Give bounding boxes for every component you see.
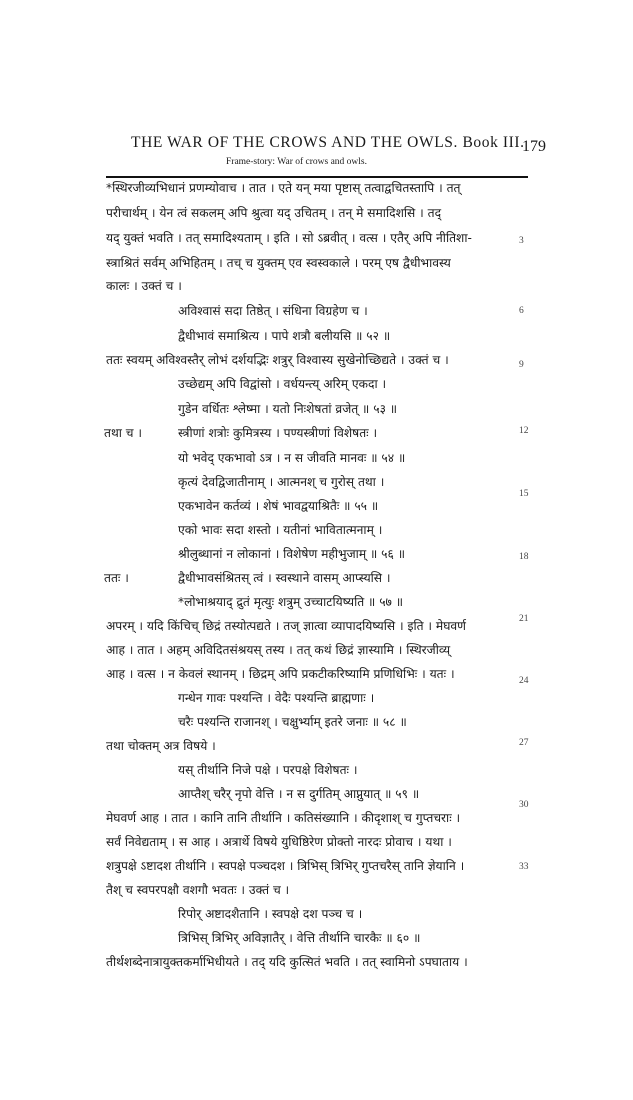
verse-line: चरैः पश्यन्ति राजानश् । चक्षुर्भ्याम् इतरे जनाः ॥ ५८ ॥ [178,715,407,729]
text-line: यद् युक्तं भवति । तत् समादिश्यताम् । इति । सो ऽब्रवीत् । वत्स । एतैर् अपि नीतिशा- [106,231,472,245]
verse-line: *लोभाश्रयाद् द्रुतं मृत्युः शत्रुम् उच्चाटयिष्यति ॥ ५७ ॥ [178,595,404,609]
margin-line-number: 12 [519,426,529,436]
verse-line: गन्धेन गावः पश्यन्ति । वेदैः पश्यन्ति ब्राह्मणाः । [178,691,375,705]
verse-line: उच्छेद्यम् अपि विद्वांसो । वर्धयन्त्य् अरिम् एकदा । [178,377,387,391]
text-line: आह । तात । अहम् अविदितसंश्रयस् तस्य । तत् कथं छिद्रं ज्ञास्यामि । स्थिरजीव्य् [106,643,451,657]
verse-line: यस् तीर्थानि निजे पक्षे । परपक्षे विशेषतः । [178,763,358,777]
running-head-subtitle: Frame-story: War of crows and owls. [226,157,368,167]
verse-intro-label: तथा च । [104,426,142,440]
header-rule [106,176,528,178]
page-number: 179 [522,138,546,155]
margin-line-number: 6 [519,306,524,316]
text-line: *स्थिरजीव्यभिधानं प्रणम्योवाच । तात । एते यन् मया पृष्टास् तत्वाद्वचितस्तापि । तत् [106,181,461,195]
text-line: मेघवर्ण आह । तात । कानि तानि तीर्थानि । कतिसंख्यानि । कीदृशाश् च गुप्तचराः । [106,811,461,825]
verse-line: स्त्रीणां शत्रोः कुमित्रस्य । पण्यस्त्रीणां विशेषतः । [178,426,378,440]
margin-line-number: 24 [519,676,529,686]
verse-line: एको भावः सदा शस्तो । यतीनां भावितात्मनाम् । [178,523,383,537]
verse-line: द्वैधीभावं समाश्रित्य । पापे शत्रौ बलीयसि ॥ ५२ ॥ [178,329,391,343]
verse-line: त्रिभिस् त्रिभिर् अविज्ञातैर् । वेत्ति तीर्थानि चारकैः ॥ ६० ॥ [178,931,421,945]
text-line: स्त्राश्रितं सर्वम् अभिहितम् । तच् च युक्तम् एव स्वस्वकाले । परम् एष द्वैधीभावस्य [106,256,451,270]
margin-line-number: 27 [519,738,529,748]
text-line: तैश् च स्वपरपक्षौ वशगौ भवतः । उक्तं च । [106,883,290,897]
text-line: परीचार्थम् । येन त्वं सकलम् अपि श्रुत्वा यद् उचितम् । तन् मे समादिशसि । तद् [106,206,442,220]
margin-line-number: 30 [519,800,529,810]
margin-line-number: 21 [519,614,529,624]
running-head-title: THE WAR OF THE CROWS AND THE OWLS. Book III. [131,134,525,151]
verse-intro-label: ततः । [104,571,129,585]
text-line: अपरम् । यदि किंचिच् छिद्रं तस्योत्पद्यते । तज् ज्ञात्वा व्यापादयिष्यसि । इति । मेघवर्ण [106,619,466,633]
margin-line-number: 9 [519,360,524,370]
text-line: सर्वं निवेद्यताम् । स आह । अत्रार्थे विषये युधिष्ठिरेण प्रोक्तो नारदः प्रोवाच । यथा । [106,835,452,849]
verse-line: रिपोर् अष्टादशैतानि । स्वपक्षे दश पञ्च च । [178,907,363,921]
verse-line: अविश्वासं सदा तिष्ठेत् । संधिना विग्रहेण च । [178,304,368,318]
verse-line: द्वैधीभावसंश्रितस् त्वं । स्वस्थाने वासम् आप्स्यसि । [178,571,391,585]
verse-line: यो भवेद् एकभावो ऽत्र । न स जीवति मानवः ॥ ५४ ॥ [178,451,406,465]
margin-line-number: 15 [519,489,529,499]
margin-line-number: 33 [519,862,529,872]
verse-line: कृत्यं देवद्विजातीनाम् । आत्मनश् च गुरोस् तथा । [178,475,385,489]
verse-line: एकभावेन कर्तव्यं । शेषं भावद्वयाश्रितैः ॥ ५५ ॥ [178,499,379,513]
margin-line-number: 18 [519,552,529,562]
text-line: आह । वत्स । न केवलं स्थानम् । छिद्रम् अपि प्रकटीकरिष्यामि प्रणिधिभिः । यतः । [106,667,455,681]
margin-line-number: 3 [519,236,524,246]
text-line: तीर्थशब्देनात्रायुक्तकर्माभिधीयते । तद् यदि कुत्सितं भवति । तत् स्वामिनो ऽपघाताय । [106,955,468,969]
text-line: तथा चोक्तम् अत्र विषये । [106,739,216,753]
text-line: कालः । उक्तं च । [106,279,182,293]
verse-line: गुडेन वर्धितः श्लेष्मा । यतो निःशेषतां व्रजेत् ॥ ५३ ॥ [178,402,398,416]
verse-line: आप्तैश् चरैर् नृपो वेत्ति । न स दुर्गतिम् आप्नुयात् ॥ ५९ ॥ [178,787,420,801]
text-line: शत्रुपक्षे ऽष्टादश तीर्थानि । स्वपक्षे पञ्चदश । त्रिभिस् त्रिभिर् गुप्तचरैस् तानि ज्ञेयानि । [106,859,465,873]
verse-line: श्रीलुब्धानां न लोकानां । विशेषेण महीभुजाम् ॥ ५६ ॥ [178,547,406,561]
text-line: ततः स्वयम् अविश्वस्तैर् लोभं दर्शयद्भिः शत्रुर् विश्वास्य सुखेनोच्छिद्यते । उक्तं च । [106,353,449,367]
